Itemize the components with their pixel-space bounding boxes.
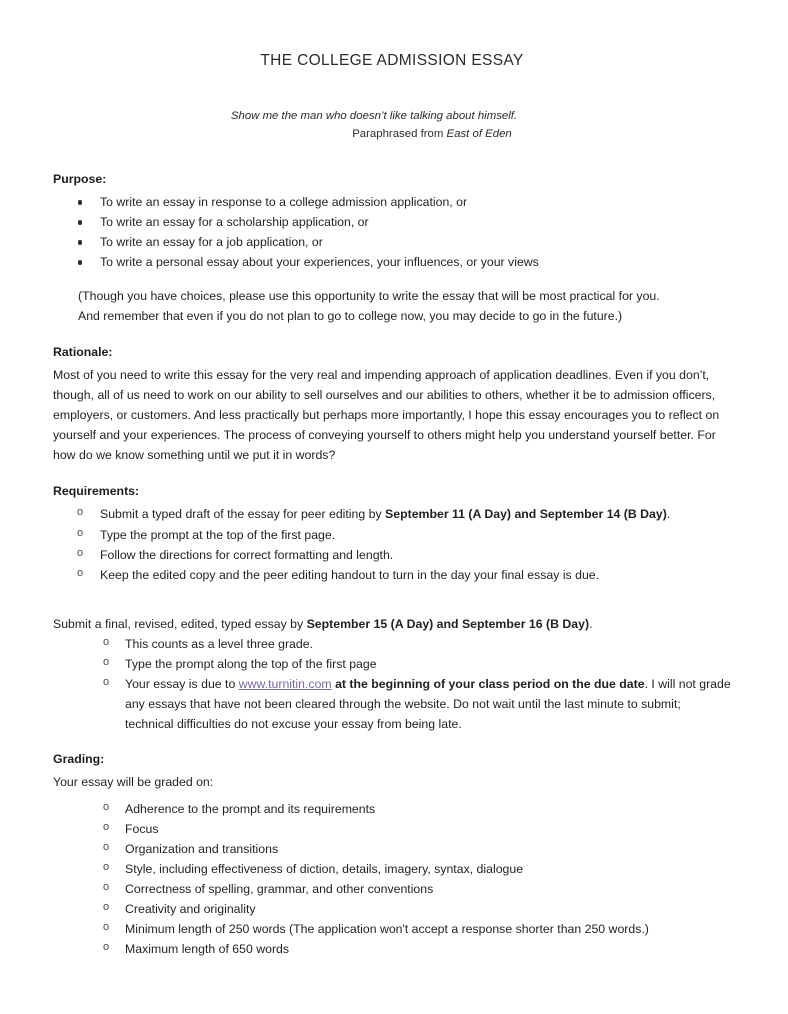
submission-lead-prefix: Submit a final, revised, edited, typed essay by xyxy=(53,616,307,631)
list-item xyxy=(53,504,731,524)
epigraph xyxy=(53,107,731,144)
list-item: o Focus xyxy=(53,819,731,839)
submission-lead xyxy=(53,614,731,634)
requirement-1-dates: September 11 (A Day) and September 14 (B Day) xyxy=(385,507,667,522)
list-item: To write an essay for a job application, or xyxy=(53,232,731,252)
purpose-heading: Purpose: xyxy=(53,171,107,186)
purpose-list xyxy=(53,192,731,272)
submission-list xyxy=(53,634,731,734)
requirements-list xyxy=(53,504,731,584)
grading-intro: Your essay will be graded on: xyxy=(53,774,214,789)
section-submission xyxy=(53,614,731,734)
requirements-heading: Requirements: xyxy=(53,483,140,498)
list-item: o Organization and transitions xyxy=(53,839,731,859)
list-item: o Creativity and originality xyxy=(53,899,731,919)
list-item: o Maximum length of 650 words xyxy=(53,939,731,959)
epigraph-work-title: East of Eden xyxy=(446,128,512,141)
submission-3-suffix: . I will not grade any essays that have not been cleared through the website. Do not wait until the last minute to submit; technical difficulties do not excuse your essay from being late. xyxy=(125,676,731,731)
purpose-note xyxy=(53,287,731,327)
grading-criteria-list xyxy=(53,799,731,959)
list-item: o This counts as a level three grade. xyxy=(53,634,731,654)
list-item: To write a personal essay about your experiences, your influences, or your views xyxy=(53,252,731,272)
section-requirements xyxy=(53,483,731,585)
epigraph-attribution xyxy=(53,125,695,143)
list-item: o Type the prompt at the top of the first page. xyxy=(53,525,731,545)
requirement-1-prefix: Submit a typed draft of the essay for peer editing by xyxy=(100,507,386,522)
list-item: o Keep the edited copy and the peer editing handout to turn in the day your final essay is due. xyxy=(53,565,731,585)
list-item: o Correctness of spelling, grammar, and other conventions xyxy=(53,879,731,899)
section-purpose xyxy=(53,171,731,328)
submission-lead-dates: September 15 (A Day) and September 16 (B Day) xyxy=(306,616,590,631)
section-rationale xyxy=(53,344,731,465)
list-item: o Follow the directions for correct formatting and length. xyxy=(53,545,731,565)
epigraph-quote: Show me the man who doesn’t like talking about himself. xyxy=(230,109,518,122)
page-title: THE COLLEGE ADMISSION ESSAY xyxy=(260,52,524,69)
list-item: To write an essay for a scholarship application, or xyxy=(53,212,731,232)
rationale-heading: Rationale: xyxy=(53,345,113,360)
rationale-body: Most of you need to write this essay for the very real and impending approach of application deadlines. Even if you don’t, though, all of us need to work on our ability to sell ourselves and our abilities to others, whether it be to admission officers, employers, or customers. And less practically but perhaps more importantly, I hope this essay encourages you to reflect on yourself and your experiences. The process of conveying yourself to others might help you understand yourself better. For how do we know something until we put it in words? xyxy=(53,368,720,462)
grading-heading: Grading: xyxy=(53,751,105,766)
submission-3-prefix: Your essay is due to xyxy=(125,676,239,691)
epigraph-attribution-prefix: Paraphrased from xyxy=(352,128,447,141)
list-item: o Type the prompt along the top of the first page xyxy=(53,654,731,674)
list-item: o Style, including effectiveness of diction, details, imagery, syntax, dialogue xyxy=(53,859,731,879)
section-grading xyxy=(53,751,731,959)
turnitin-link[interactable]: www.turnitin.com xyxy=(238,676,332,691)
submission-3-bold: at the beginning of your class period on the due date xyxy=(331,676,645,691)
list-item: o Minimum length of 250 words (The application won't accept a response shorter than 250 words.) xyxy=(53,919,731,939)
requirement-1-suffix: . xyxy=(666,507,671,522)
list-item xyxy=(53,674,731,734)
list-item: o Adherence to the prompt and its requirements xyxy=(53,799,731,819)
list-item: To write an essay in response to a college admission application, or xyxy=(53,192,731,212)
purpose-note-line-2: And remember that even if you do not plan to go to college now, you may decide to go in the future.) xyxy=(78,309,623,324)
purpose-note-line-1: (Though you have choices, please use this opportunity to write the essay that will be most practical for you. xyxy=(78,289,660,304)
submission-lead-suffix: . xyxy=(589,616,593,631)
